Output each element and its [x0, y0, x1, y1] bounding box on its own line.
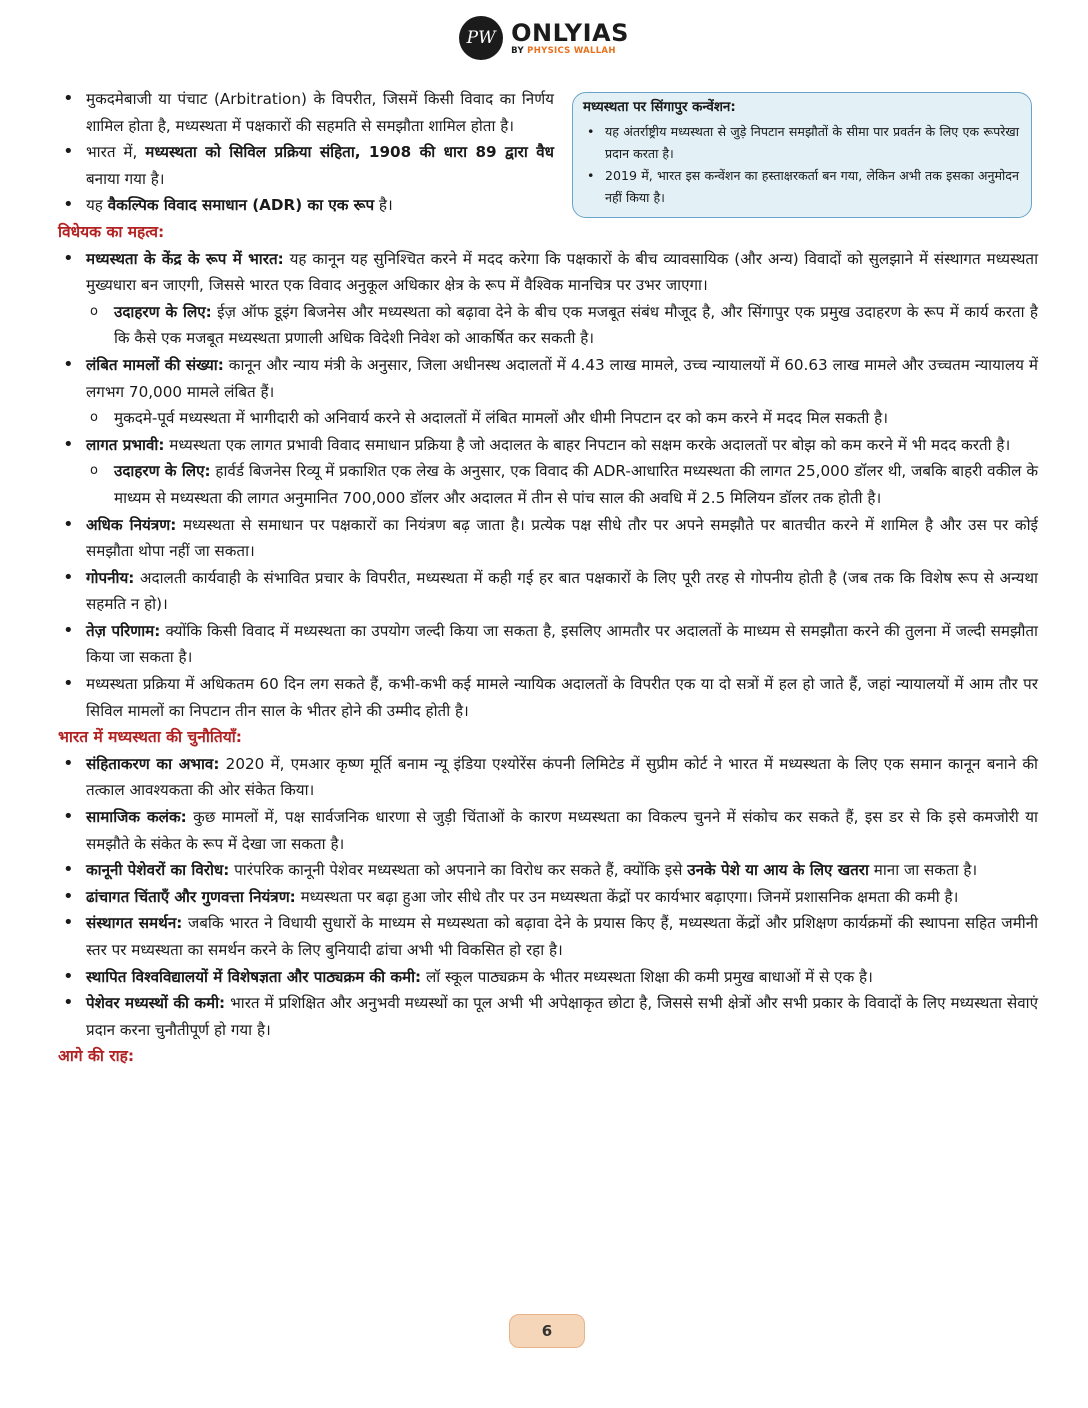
sidebox-item: • 2019 में, भारत इस कन्वेंशन का हस्ताक्षरकर्ता बन गया, लेकिन अभी तक इसका अनुमोदन नहीं किया है।: [583, 165, 1019, 209]
page-header: [0, 12, 1088, 64]
challenge-item: • कानूनी पेशेवरों का विरोध: पारंपरिक कानूनी पेशेवर मध्यस्थता को अपनाने का विरोध कर सकते हैं, क्योंकि इसे उनके पेशे या आय के लिए खतरा माना जा सकता है।: [58, 857, 1038, 884]
significance-item: • अधिक नियंत्रण: मध्यस्थता से समाधान पर पक्षकारों का नियंत्रण बढ़ जाता है। प्रत्येक पक्ष सीधे तौर पर अपने समझौते पर बातचीत करने में शामिल है और उस पर कोई समझौता थोपा नहीं जा सकता।: [58, 512, 1038, 565]
sub-list: [86, 458, 1038, 511]
significance-heading: विधेयक का महत्व:: [58, 222, 165, 241]
challenge-item: • पेशेवर मध्यस्थों की कमी: भारत में प्रशिक्षित और अनुभवी मध्यस्थों का पूल अभी भी अपेक्षाकृत छोटा है, जिससे सभी क्षेत्रों और सभी प्रकार के विवादों के लिए मध्यस्थता सेवाएं प्रदान करना चुनौतीपूर्ण हो गया है।: [58, 990, 1038, 1043]
significance-item: • गोपनीय: अदालती कार्यवाही के संभावित प्रचार के विपरीत, मध्यस्थता में कही गई हर बात पक्षकारों के लिए पूरी तरह से गोपनीय होती है (जब तक कि विशेष रूप से अन्यथा सहमति न हो)।: [58, 565, 1038, 618]
pw-logo: PW: [459, 16, 503, 60]
significance-item: • मध्यस्थता के केंद्र के रूप में भारत: यह कानून यह सुनिश्चित करने में मदद करेगा कि पक्षकारों के बीच व्यावसायिक (और अन्य) विवादों को सुलझाने में संस्थागत मध्यस्थता मुख्यधारा बन जाएगी, जिससे भारत एक विवाद अनुकूल अधिकार क्षेत्र के रूप में वैश्विक मानचित्र पर उभर जाएगा। o उदाहरण के लिए: ईज़ ऑफ डूइंग बिजनेस और मध्यस्थता को बढ़ावा देने के बीच एक मजबूत संबंध मौजूद है, और सिंगापुर एक प्रमुख उदाहरण के रूप में कार्य करता है कि कैसे एक मजबूत मध्यस्थता प्रणाली अधिक विदेशी निवेश को आकर्षित कर सकती है।: [58, 246, 1038, 352]
sub-list: [86, 405, 1038, 432]
challenge-item: • संहिताकरण का अभाव: 2020 में, एमआर कृष्ण मूर्ति बनाम न्यू इंडिया एश्योरेंस कंपनी लिमिटेड में सुप्रीम कोर्ट ने भारत में मध्यस्थता के लिए एक समान कानून बनाने की तत्काल आवश्यकता की ओर संकेत किया।: [58, 751, 1038, 804]
challenge-item: • ढांचागत चिंताएँ और गुणवत्ता नियंत्रण: मध्यस्थता पर बढ़ा हुआ जोर सीधे तौर पर उन मध्यस्थता केंद्रों पर कार्यभार बढ़ाएगा। जिनमें प्रशासनिक क्षमता की कमी है।: [58, 884, 1038, 911]
page-content: [58, 86, 1038, 1070]
page-number: 6: [509, 1314, 585, 1348]
sidebox-title: मध्यस्थता पर सिंगापुर कन्वेंशन:: [583, 100, 736, 115]
significance-item: • तेज़ परिणाम: क्योंकि किसी विवाद में मध्यस्थता का उपयोग जल्दी किया जा सकता है, इसलिए आमतौर पर अदालतों के माध्यम से समझौता करने की तुलना में जल्दी समझौता किया जा सकता है।: [58, 618, 1038, 671]
significance-item: • लंबित मामलों की संख्या: कानून और न्याय मंत्री के अनुसार, जिला अधीनस्थ अदालतों में 4.43 लाख मामले, उच्च न्यायालयों में 60.63 लाख मामले और उच्चतम न्यायालय में लगभग 70,000 मामले लंबित हैं। o मुकदमे-पूर्व मध्यस्थता में भागीदारी को अनिवार्य करने से अदालतों में लंबित मामलों और धीमी निपटान दर को कम करने में मदद मिल सकती है।: [58, 352, 1038, 432]
sub-list-item: o मुकदमे-पूर्व मध्यस्थता में भागीदारी को अनिवार्य करने से अदालतों में लंबित मामलों और धीमी निपटान दर को कम करने में मदद मिल सकती है।: [86, 405, 1038, 432]
significance-item: • लागत प्रभावी: मध्यस्थता एक लागत प्रभावी विवाद समाधान प्रक्रिया है जो अदालत के बाहर निपटान को सक्षम करके अदालतों पर बोझ को कम करने में भी मदद करती है। o उदाहरण के लिए: हार्वर्ड बिजनेस रिव्यू में प्रकाशित एक लेख के अनुसार, एक विवाद की ADR-आधारित मध्यस्थता की लागत 25,000 डॉलर थी, जबकि बाहरी वकील के माध्यम से मध्यस्थता की लागत अनुमानित 700,000 डॉलर और अदालत में तीन से पांच साल की अवधि में 2.5 मिलियन डॉलर तक होती है।: [58, 432, 1038, 512]
challenge-item: • सामाजिक कलंक: कुछ मामलों में, पक्ष सार्वजनिक धारणा से जुड़ी चिंताओं के कारण मध्यस्थता का विकल्प चुनने में संकोच कर सकते हैं, इस डर से कि इसे कमजोरी या समझौते के संकेत के रूप में देखा जा सकता है।: [58, 804, 1038, 857]
way-forward-heading: आगे की राह:: [58, 1047, 135, 1066]
challenge-item: • संस्थागत समर्थन: जबकि भारत ने विधायी सुधारों के माध्यम से मध्यस्थता को बढ़ावा देने के प्रयास किए हैं, मध्यस्थता केंद्रों और प्रशिक्षण कार्यक्रमों की स्थापना सहित जमीनी स्तर पर मध्यस्थता का समर्थन करने के लिए बुनियादी ढांचा अभी भी विकसित हो रहा है।: [58, 910, 1038, 963]
sub-list-item: o उदाहरण के लिए: हार्वर्ड बिजनेस रिव्यू में प्रकाशित एक लेख के अनुसार, एक विवाद की ADR-आधारित मध्यस्थता की लागत 25,000 डॉलर थी, जबकि बाहरी वकील के माध्यम से मध्यस्थता की लागत अनुमानित 700,000 डॉलर और अदालत में तीन से पांच साल की अवधि में 2.5 मिलियन डॉलर तक होती है।: [86, 458, 1038, 511]
intro-item: • यह वैकल्पिक विवाद समाधान (ADR) का एक रूप है।: [58, 192, 1038, 219]
sub-list: [86, 299, 1038, 352]
intro-item: • मुकदमेबाजी या पंचाट (Arbitration) के विपरीत, जिसमें किसी विवाद का निर्णय शामिल होता है, मध्यस्थता में पक्षकारों की सहमति से समझौता शामिल होता है।: [58, 86, 1038, 139]
sub-list-item: o उदाहरण के लिए: ईज़ ऑफ डूइंग बिजनेस और मध्यस्थता को बढ़ावा देने के बीच एक मजबूत संबंध मौजूद है, और सिंगापुर एक प्रमुख उदाहरण के रूप में कार्य करता है कि कैसे एक मजबूत मध्यस्थता प्रणाली अधिक विदेशी निवेश को आकर्षित कर सकती है।: [86, 299, 1038, 352]
brand-name: ONLYIAS: [511, 18, 629, 47]
significance-list: [58, 246, 1038, 725]
challenges-heading: भारत में मध्यस्थता की चुनौतियाँ:: [58, 728, 242, 747]
challenge-item: • स्थापित विश्वविद्यालयों में विशेषज्ञता और पाठ्यक्रम की कमी: लॉ स्कूल पाठ्यक्रम के भीतर मध्यस्थता शिक्षा की कमी प्रमुख बाधाओं में से एक है।: [58, 964, 1038, 991]
intro-item: • भारत में, मध्यस्थता को सिविल प्रक्रिया संहिता, 1908 की धारा 89 द्वारा वैध बनाया गया है।: [58, 139, 1038, 192]
brand-subtitle: BY PHYSICS WALLAH: [511, 45, 616, 56]
intro-list: [58, 86, 1038, 219]
brand-logo: [511, 18, 629, 56]
sidebox-item: • यह अंतर्राष्ट्रीय मध्यस्थता से जुड़े निपटान समझौतों के सीमा पार प्रवर्तन के लिए एक रूपरेखा प्रदान करता है।: [583, 121, 1019, 165]
significance-item: • मध्यस्थता प्रक्रिया में अधिकतम 60 दिन लग सकते हैं, कभी-कभी कई मामले न्यायिक अदालतों के विपरीत एक या दो सत्रों में हल हो जाते हैं, जहां न्यायालयों में आम तौर पर सिविल मामलों का निपटान तीन साल के भीतर होने की उम्मीद होती है।: [58, 671, 1038, 724]
challenges-list: [58, 751, 1038, 1044]
